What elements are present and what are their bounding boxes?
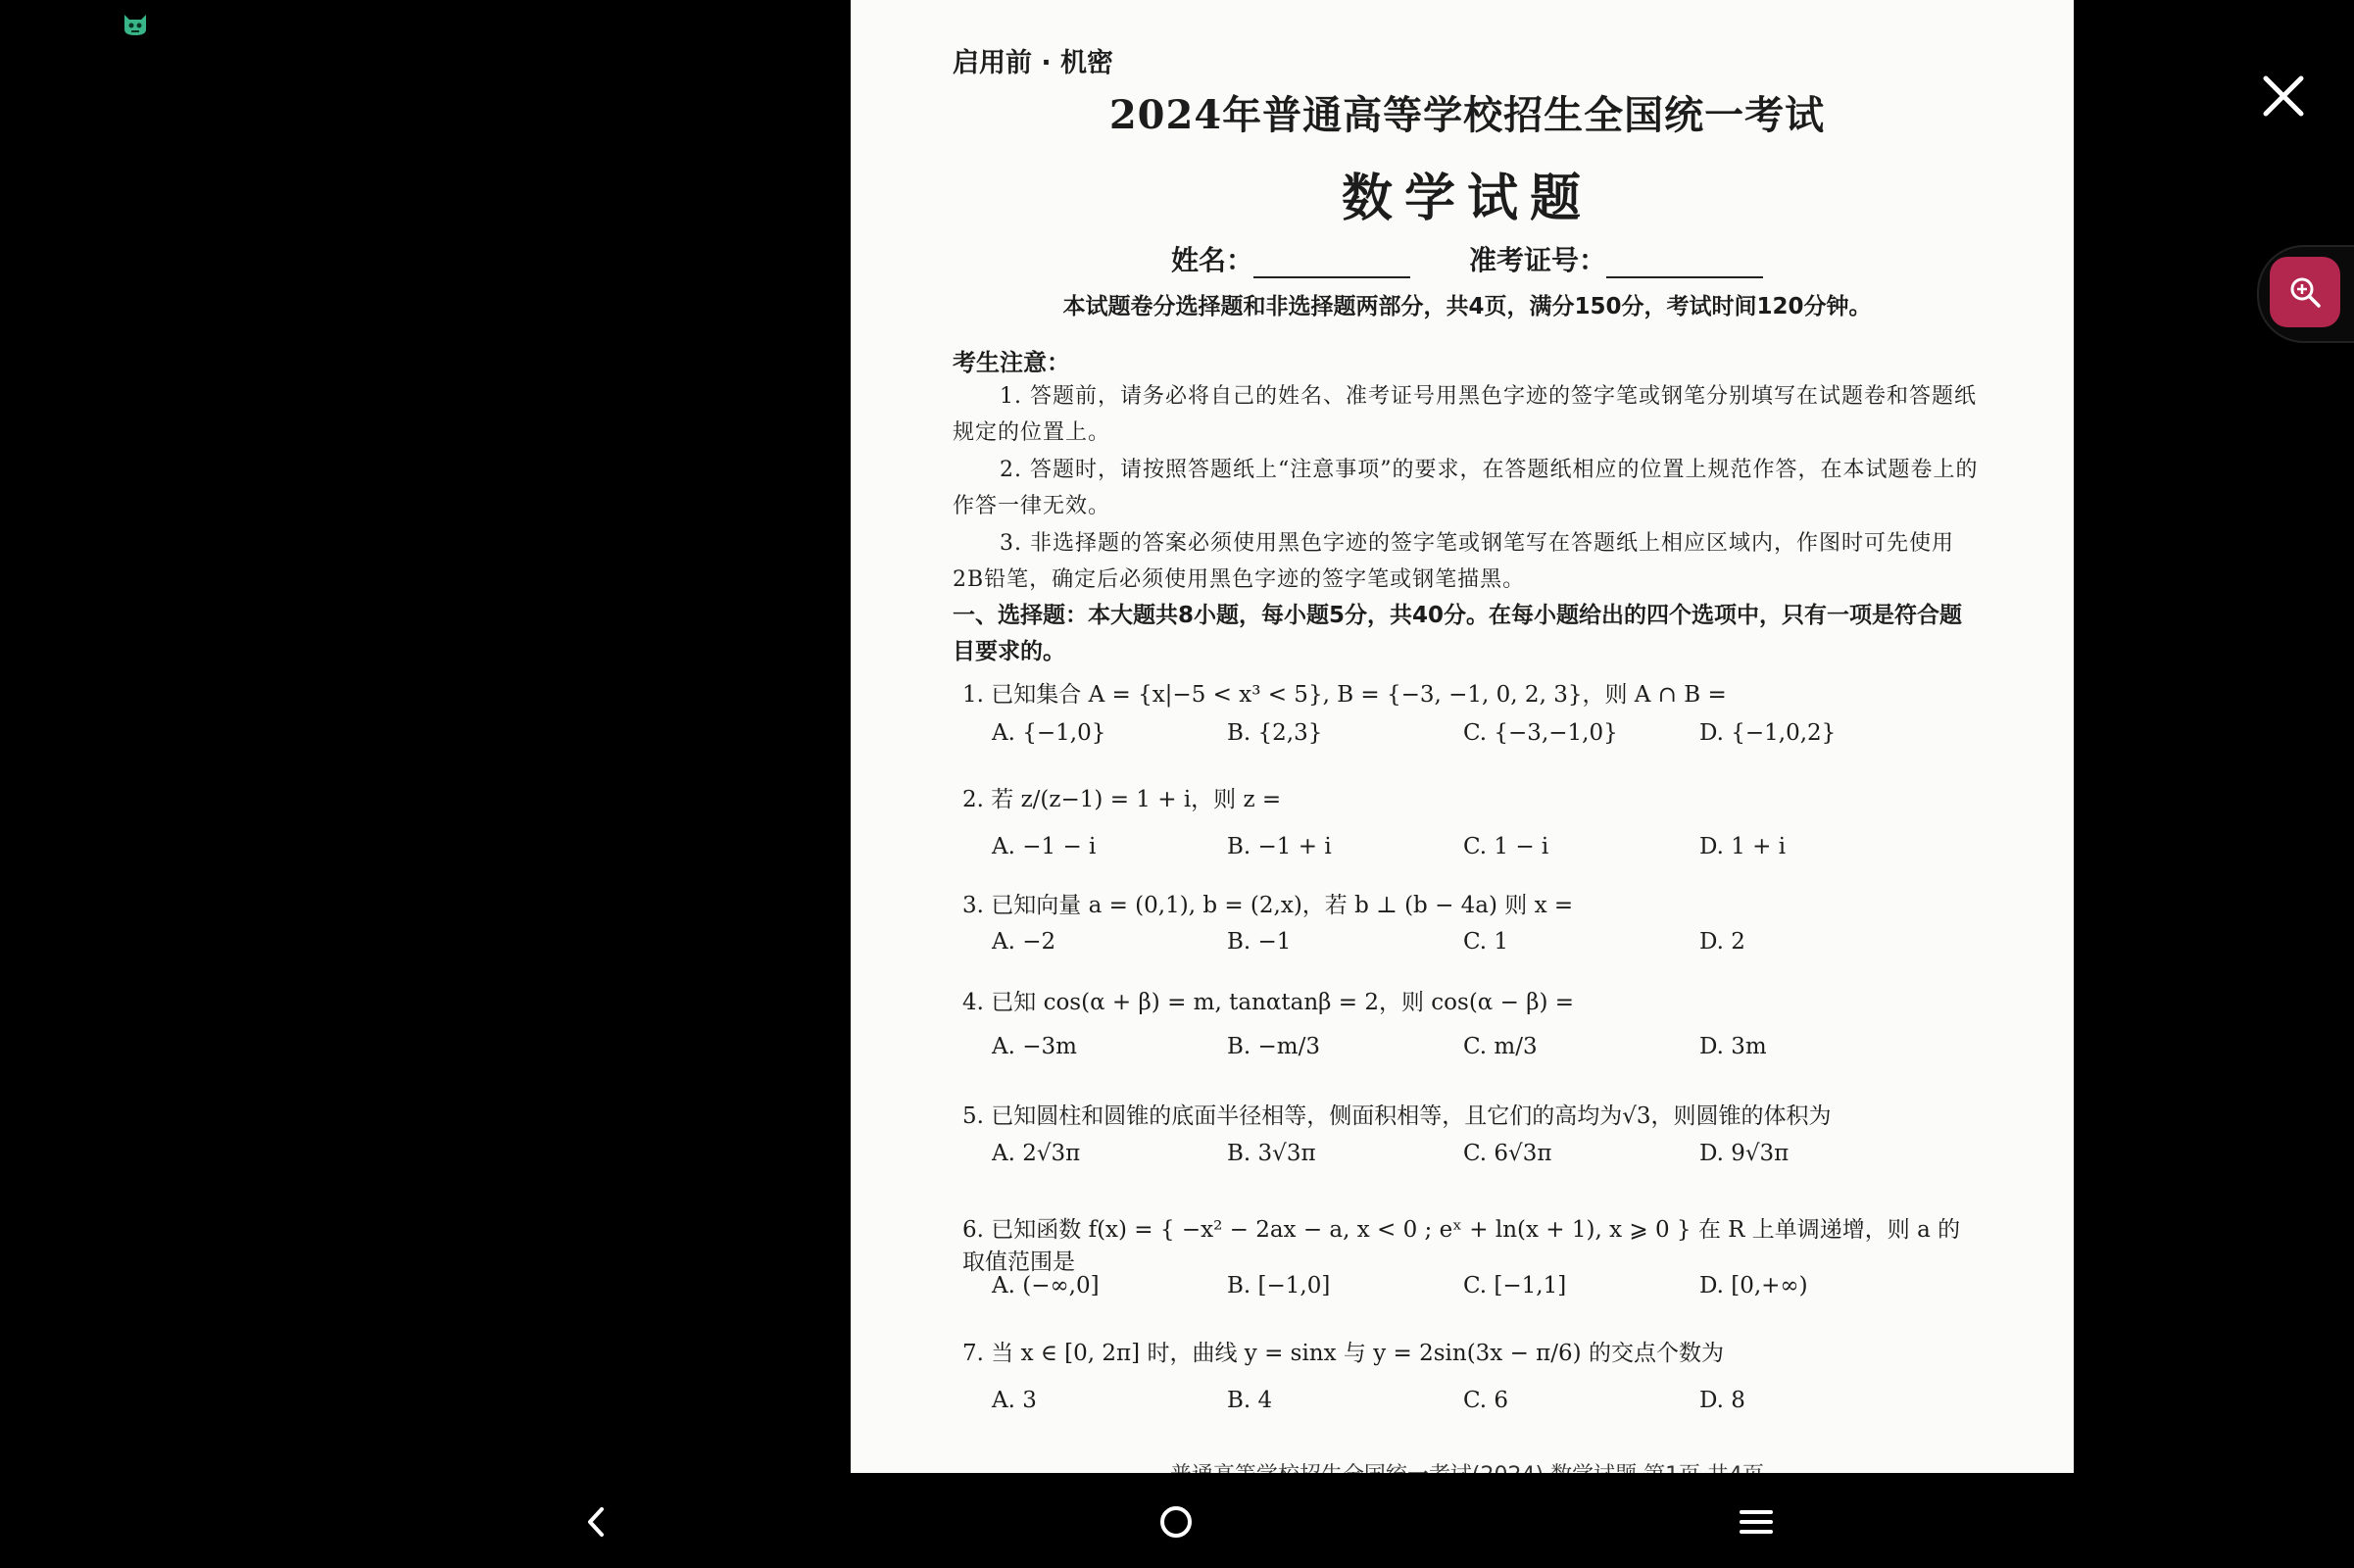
nav-back-button[interactable] [562, 1493, 630, 1551]
question-4: 4. 已知 cos(α + β) = m, tanαtanβ = 2，则 cos(α − β) = [962, 990, 1575, 1015]
option-b: B. −1 [1227, 929, 1292, 955]
name-label: 姓名： [1170, 244, 1253, 276]
option-b: B. 3√3π [1227, 1141, 1316, 1166]
option-c: C. 6√3π [1463, 1141, 1552, 1166]
option-d: D. 3m [1699, 1034, 1767, 1059]
nav-home-button[interactable] [1142, 1493, 1210, 1551]
question-2: 2. 若 z/(z−1) = 1 + i，则 z = [962, 787, 1282, 812]
option-b: B. −1 + i [1227, 834, 1332, 859]
section-heading: 一、选择题：本大题共8小题，每小题5分，共40分。在每小题给出的四个选项中，只有一项是符合题目要求的。 [953, 603, 1963, 664]
cat-notification-icon [122, 12, 149, 37]
option-d: D. 9√3π [1699, 1141, 1790, 1166]
option-a: A. {−1,0} [992, 720, 1106, 746]
note-item: 2. 答题时，请按照答题纸上“注意事项”的要求，在答题纸相应的位置上规范作答，在本试题卷上的作答一律无效。 [953, 458, 1979, 518]
option-d: D. 2 [1699, 929, 1745, 955]
close-button[interactable] [2256, 69, 2311, 123]
zoom-in-button[interactable] [2270, 257, 2340, 327]
home-icon [1142, 1493, 1210, 1551]
back-icon [562, 1493, 630, 1551]
option-c: C. [−1,1] [1463, 1273, 1567, 1298]
exam-title: 2024年普通高等学校招生全国统一考试 [1108, 92, 1826, 138]
option-d: D. [0,+∞) [1699, 1273, 1808, 1298]
question-6: 6. 已知函数 f(x) = { −x² − 2ax − a, x < 0 ; eˣ + ln(x + 1), x ⩾ 0 } 在 R 上单调递增，则 a 的取值范围是 [962, 1217, 1961, 1275]
zoom-in-icon [2287, 274, 2323, 310]
option-a: A. 2√3π [992, 1141, 1081, 1166]
id-label: 准考证号： [1469, 244, 1607, 276]
option-a: A. −3m [992, 1034, 1077, 1059]
system-nav-bar [0, 1473, 2352, 1568]
option-a: A. −1 − i [992, 834, 1097, 859]
option-c: C. {−3,−1,0} [1463, 720, 1618, 746]
option-b: B. {2,3} [1227, 720, 1323, 746]
option-d: D. 1 + i [1699, 834, 1787, 859]
name-blank [1253, 251, 1410, 278]
option-a: A. (−∞,0] [992, 1273, 1100, 1298]
note-item: 3. 非选择题的答案必须使用黑色字迹的签字笔或钢笔写在答题纸上相应区域内，作图时可先使用2B铅笔，确定后必须使用黑色字迹的签字笔或钢笔描黑。 [953, 531, 1954, 592]
secret-label: 启用前 · 机密 [953, 48, 1114, 78]
menu-icon [1722, 1493, 1790, 1551]
question-7: 7. 当 x ∈ [0, 2π] 时，曲线 y = sinx 与 y = 2sin(3x − π/6) 的交点个数为 [962, 1341, 1724, 1366]
exam-paper-image [851, 0, 2074, 1473]
option-c: C. 6 [1463, 1388, 1509, 1413]
note-item: 1. 答题前，请务必将自己的姓名、准考证号用黑色字迹的签字笔或钢笔分别填写在试题卷和答题纸规定的位置上。 [953, 384, 1977, 445]
question-5: 5. 已知圆柱和圆锥的底面半径相等，侧面积相等，且它们的高均为√3，则圆锥的体积为 [962, 1103, 1832, 1129]
option-a: A. −2 [992, 929, 1056, 955]
option-b: B. [−1,0] [1227, 1273, 1331, 1298]
option-a: A. 3 [992, 1388, 1037, 1413]
candidate-info-row [953, 239, 1982, 278]
option-b: B. 4 [1227, 1388, 1273, 1413]
option-c: C. 1 [1463, 929, 1509, 955]
question-1: 1. 已知集合 A = {x|−5 < x³ < 5}, B = {−3, −1, 0, 2, 3}，则 A ∩ B = [962, 682, 1727, 708]
id-blank [1606, 251, 1763, 278]
option-c: C. 1 − i [1463, 834, 1549, 859]
option-b: B. −m/3 [1227, 1034, 1320, 1059]
option-d: D. 8 [1699, 1388, 1745, 1413]
subject-title: 数学试题 [1341, 169, 1593, 228]
close-icon [2256, 69, 2311, 123]
notes-heading: 考生注意： [953, 349, 1070, 376]
exam-info: 本试题卷分选择题和非选择题两部分，共4页，满分150分，考试时间120分钟。 [1062, 294, 1872, 319]
nav-recents-button[interactable] [1722, 1493, 1790, 1551]
option-c: C. m/3 [1463, 1034, 1538, 1059]
option-d: D. {−1,0,2} [1699, 720, 1837, 746]
question-3: 3. 已知向量 a = (0,1), b = (2,x)，若 b ⊥ (b − 4a) 则 x = [962, 893, 1574, 918]
